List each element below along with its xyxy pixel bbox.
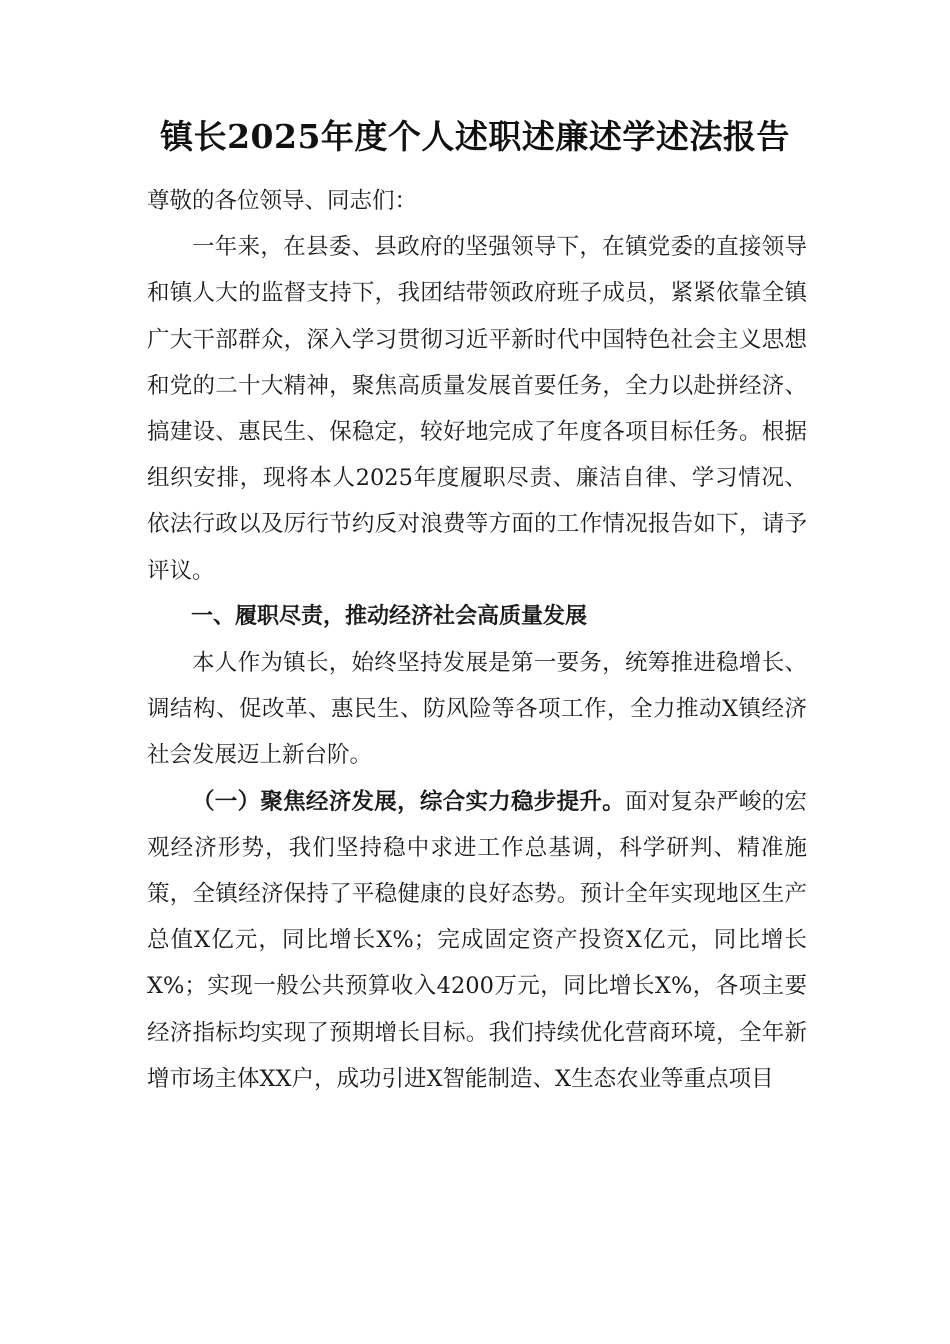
- subsection-paragraph: [147, 779, 807, 1102]
- subsection-text: 面对复杂严峻的宏观经济形势，我们坚持稳中求进工作总基调，科学研判、精准施策，全镇经济保持了平稳健康的良好态势。预计全年实现地区生产总值X亿元，同比增长X%；完成固定资产投资X亿元，同比增长X%；实现一般公共预算收入4200万元，同比增长X%，各项主要经济指标均实现了预期增长目标。我们持续优化营商环境，全年新增市场主体XX户，成功引进X智能制造、X生态农业等重点项目: [147, 788, 807, 1092]
- salutation: 尊敬的各位领导、同志们：: [147, 188, 418, 214]
- section-paragraph: 本人作为镇长，始终坚持发展是第一要务，统筹推进稳增长、调结构、促改革、惠民生、防风险等各项工作，全力推动X镇经济社会发展迈上新台阶。: [147, 650, 807, 769]
- subsection-lead: （一）聚焦经济发展，综合实力稳步提升。: [192, 788, 625, 815]
- document-title: 镇长2025年度个人述职述廉述学述法报告: [160, 117, 790, 156]
- document-body: [147, 178, 807, 1102]
- intro-paragraph: 一年来，在县委、县政府的坚强领导下，在镇党委的直接领导和镇人大的监督支持下，我团结带领政府班子成员，紧紧依靠全镇广大干部群众，深入学习贯彻习近平新时代中国特色社会主义思想和党的二十大精神，聚焦高质量发展首要任务，全力以赴拼经济、搞建设、惠民生、保稳定，较好地完成了年度各项目标任务。根据组织安排，现将本人2025年度履职尽责、廉洁自律、学习情况、依法行政以及厉行节约反对浪费等方面的工作情况报告如下，请予评议。: [147, 234, 807, 584]
- section-heading: 一、履职尽责，推动经济社会高质量发展: [191, 603, 588, 629]
